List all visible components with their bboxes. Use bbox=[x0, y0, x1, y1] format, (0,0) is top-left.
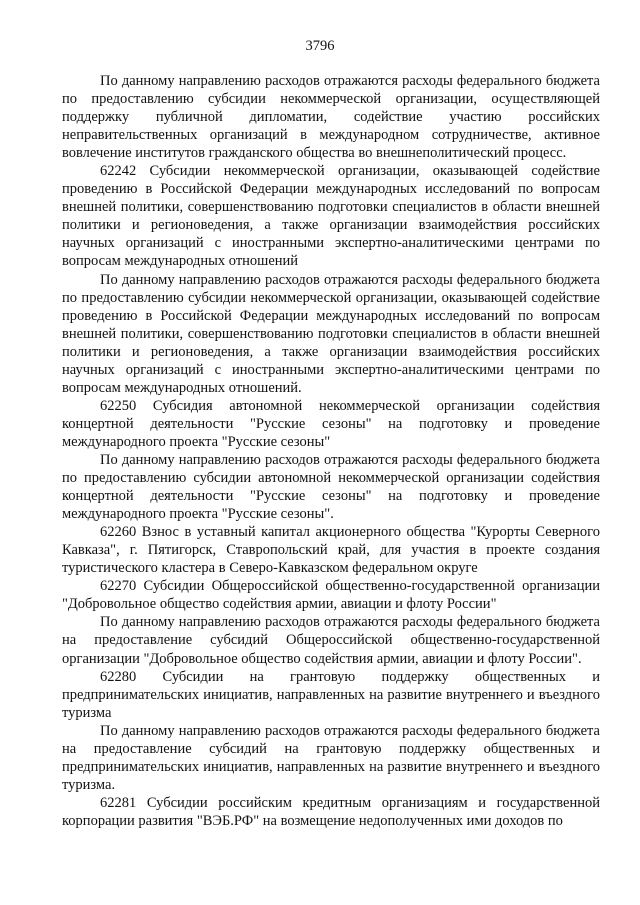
page-number: 3796 bbox=[305, 38, 335, 54]
paragraph-code-62242: 62242 Субсидии некоммерческой организации, оказывающей содействие проведению в Российской Федерации международных исследований по вопросам внешней политики, совершенствованию подготовки специалистов в области внешней политики и регионоведения, а также организации взаимодействия российских научных организаций с иностранными экспертно-аналитическими центрами по вопросам международных отношений bbox=[62, 163, 600, 270]
paragraph-code-62250: 62250 Субсидия автономной некоммерческой организации содействия концертной деятельности "Русские сезоны" на подготовку и проведение международного проекта "Русские сезоны" bbox=[62, 397, 600, 450]
paragraph-expense-description: По данному направлению расходов отражаются расходы федерального бюджета по предоставлению субсидии некоммерческой организации, оказывающей содействие проведению в Российской Федерации международных исследований по вопросам внешней политики, совершенствованию подготовки специалистов в области внешней политики и регионоведения, а также организации взаимодействия российских научных организаций с иностранными экспертно-аналитическими центрами по вопросам международных отношений. bbox=[62, 271, 600, 396]
paragraph-code-62280: 62280 Субсидии на грантовую поддержку общественных и предпринимательских инициатив, направленных на развитие внутреннего и въездного туризма bbox=[62, 668, 600, 721]
document-body bbox=[62, 72, 600, 830]
paragraph-code-62270: 62270 Субсидии Общероссийской общественно-государственной организации "Добровольное общество содействия армии, авиации и флоту России" bbox=[62, 578, 600, 613]
paragraph-expense-description: По данному направлению расходов отражаются расходы федерального бюджета на предоставление субсидий на грантовую поддержку общественных и предпринимательских инициатив, направленных на развитие внутреннего и въездного туризма. bbox=[62, 722, 600, 793]
paragraph-code-62260: 62260 Взнос в уставный капитал акционерного общества "Курорты Северного Кавказа", г. Пятигорск, Ставропольский край, для участия в проекте создания туристического кластера в Северо-Кавказском федеральном округе bbox=[62, 524, 600, 577]
paragraph-expense-description: По данному направлению расходов отражаются расходы федерального бюджета по предоставлению субсидии некоммерческой организации, осуществляющей поддержку публичной дипломатии, содействие участию российских неправительственных организаций в международном сотрудничестве, активное вовлечение институтов гражданского общества во внешнеполитический процесс. bbox=[62, 73, 600, 162]
paragraph-expense-description: По данному направлению расходов отражаются расходы федерального бюджета по предоставлению субсидии автономной некоммерческой организации содействия концертной деятельности "Русские сезоны" на подготовку и проведение международного проекта "Русские сезоны". bbox=[62, 451, 600, 523]
paragraph-code-62281: 62281 Субсидии российским кредитным организациям и государственной корпорации развития "ВЭБ.РФ" на возмещение недополученных ими доходов по bbox=[62, 794, 600, 829]
paragraph-expense-description: По данному направлению расходов отражаются расходы федерального бюджета на предоставление субсидий Общероссийской общественно-государственной организации "Добровольное общество содействия армии, авиации и флоту России". bbox=[62, 614, 600, 667]
